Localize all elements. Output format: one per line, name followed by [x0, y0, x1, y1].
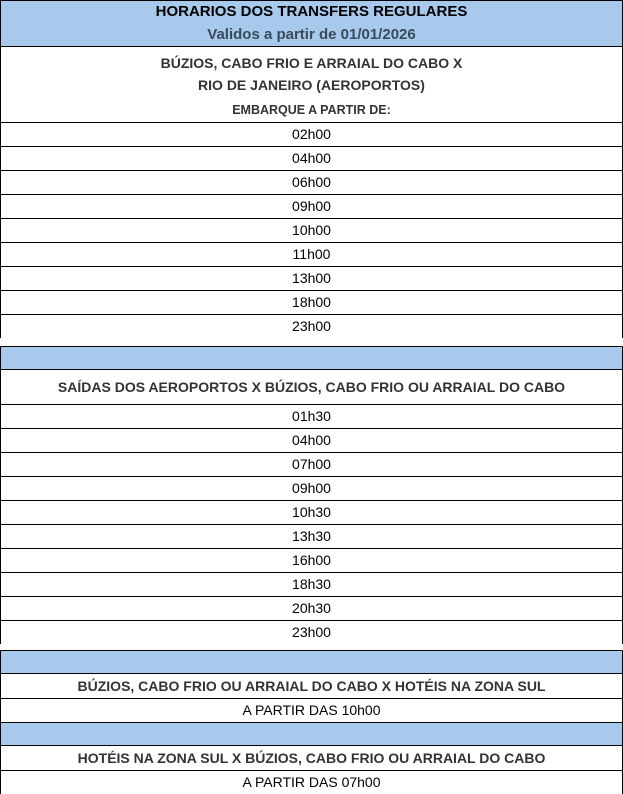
time-slot: 06h00 — [1, 170, 622, 194]
time-slot: 23h00 — [1, 620, 622, 644]
page-subtitle: Validos a partir de 01/01/2026 — [207, 26, 416, 43]
time-slot: 07h00 — [1, 452, 622, 476]
route2-times — [1, 404, 622, 644]
time-slot: 04h00 — [1, 428, 622, 452]
time-slot: 09h00 — [1, 194, 622, 218]
time-slot: 18h00 — [1, 290, 622, 314]
time-slot: 09h00 — [1, 476, 622, 500]
time-slot: 20h30 — [1, 596, 622, 620]
time-slot: 16h00 — [1, 548, 622, 572]
time-slot: 01h30 — [1, 404, 622, 428]
route3-schedule: A PARTIR DAS 10h00 — [1, 698, 622, 723]
time-slot: 13h00 — [1, 266, 622, 290]
time-slot: 13h30 — [1, 524, 622, 548]
route3-title: BÚZIOS, CABO FRIO OU ARRAIAL DO CABO X HOTÉIS NA ZONA SUL — [1, 673, 622, 698]
route1-title-line2: RIO DE JANEIRO (AEROPORTOS) — [198, 77, 425, 93]
route4-title: HOTÉIS NA ZONA SUL X BÚZIOS, CABO FRIO OU ARRAIAL DO CABO — [1, 745, 622, 770]
section-spacer — [0, 722, 623, 745]
time-slot: 11h00 — [1, 242, 622, 266]
route2-title: SAÍDAS DOS AEROPORTOS X BÚZIOS, CABO FRIO OU ARRAIAL DO CABO — [1, 369, 622, 404]
route4-block — [0, 745, 623, 794]
time-slot: 02h00 — [1, 122, 622, 146]
route1-block — [0, 46, 623, 338]
section-spacer — [0, 650, 623, 673]
route1-title-line1: BÚZIOS, CABO FRIO E ARRAIAL DO CABO X — [160, 55, 463, 71]
route3-block — [0, 673, 623, 723]
route1-title — [1, 46, 622, 96]
page-header — [0, 0, 623, 47]
time-slot: 04h00 — [1, 146, 622, 170]
time-slot: 10h00 — [1, 218, 622, 242]
route4-schedule: A PARTIR DAS 07h00 — [1, 770, 622, 794]
time-slot: 18h30 — [1, 572, 622, 596]
route2-block — [0, 369, 623, 644]
time-slot: 23h00 — [1, 314, 622, 338]
time-slot: 10h30 — [1, 500, 622, 524]
section-spacer — [0, 346, 623, 369]
page-title: HORARIOS DOS TRANSFERS REGULARES — [155, 3, 468, 20]
route1-times — [1, 122, 622, 338]
route1-embarque-label: EMBARQUE A PARTIR DE: — [232, 103, 391, 117]
